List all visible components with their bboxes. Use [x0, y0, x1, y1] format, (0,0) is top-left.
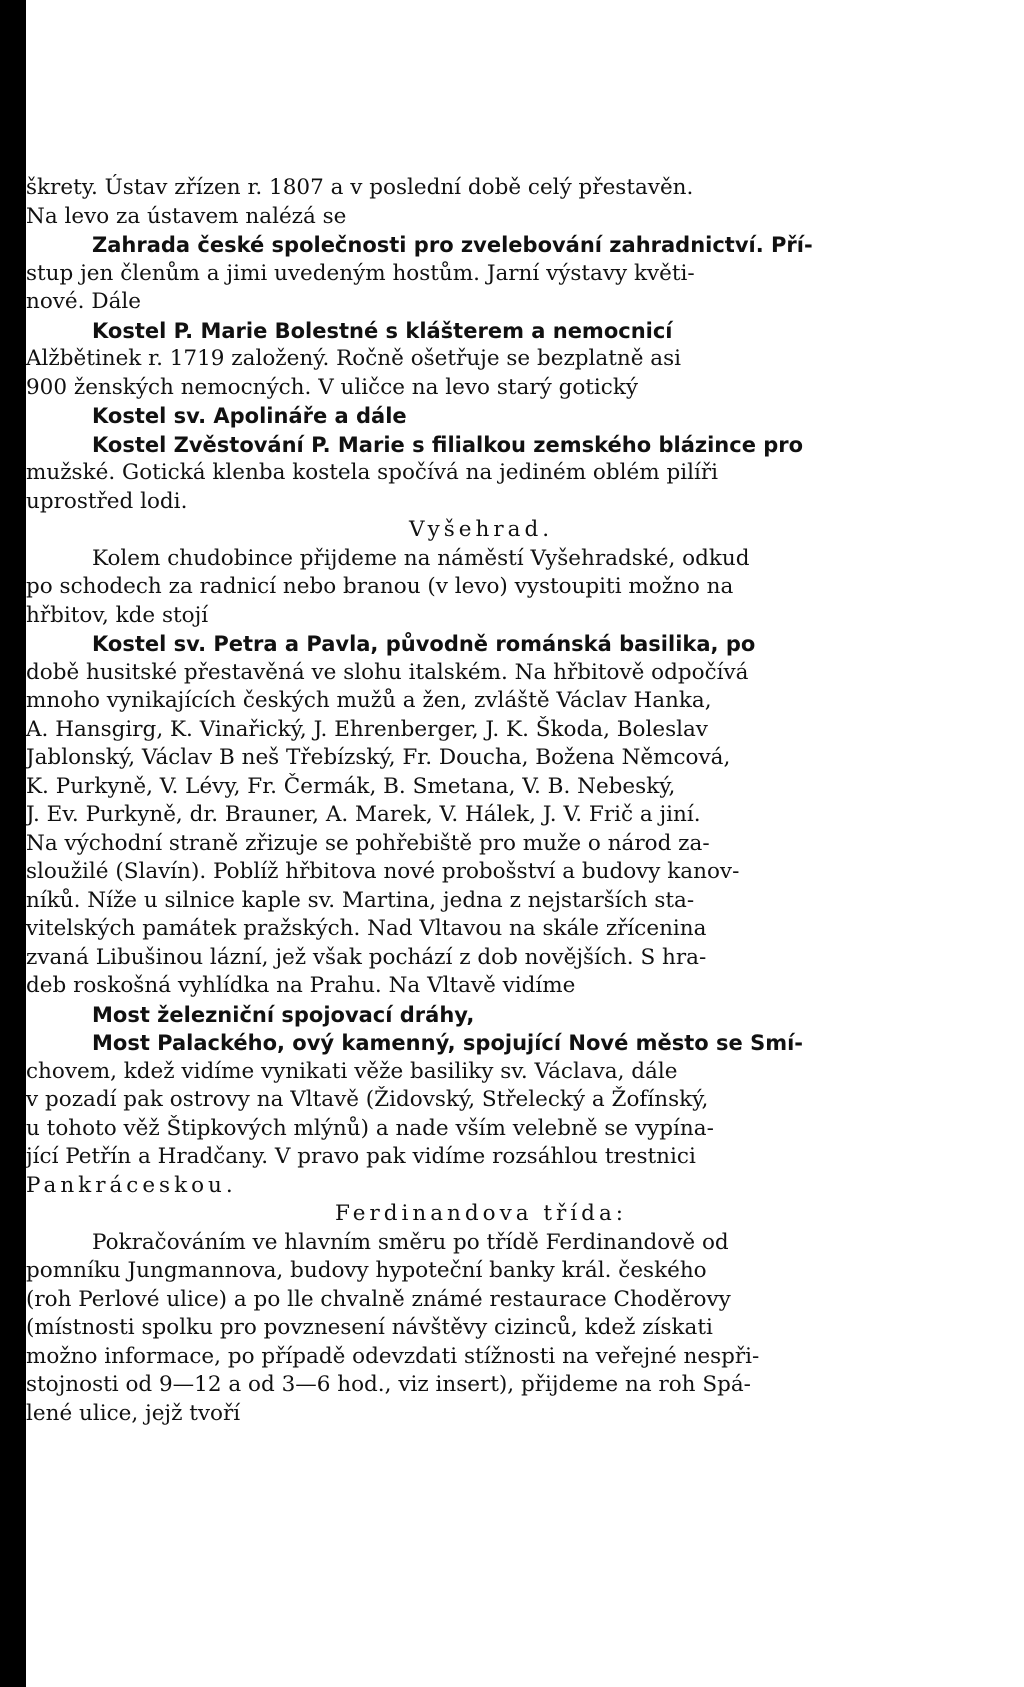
text-line: škrety. Ústav zřízen r. 1807 a v poslední době celý přestavěn. — [26, 175, 694, 200]
heading-zahrada: Zahrada české společnosti pro zvelebování zahradnictví. Pří- — [92, 233, 813, 257]
text-line: 900 ženských nemocných. V uličce na levo starý gotický — [26, 374, 639, 400]
text-line: Pokračováním ve hlavním směru po třídě Ferdinandově od — [92, 1229, 729, 1255]
text-line: v pozadí pak ostrovy na Vltavě (Židovský, Střelecký a Žofínský, — [26, 1087, 709, 1112]
heading-kostel-zvestovani: Kostel Zvěstování P. Marie s filialkou zemského blázince pro — [92, 432, 804, 457]
text-line: hřbitov, kde stojí — [26, 602, 209, 628]
heading-kostel-apolinare: Kostel sv. Apolináře a dále — [92, 404, 407, 428]
text-line: po schodech za radnicí nebo branou (v levo) vystoupiti možno na — [26, 574, 734, 599]
page-text — [26, 174, 936, 1428]
section-title-ferdinandova: Ferdinandova třída: — [334, 1201, 628, 1226]
heading-kostel-petra-pavla: Kostel sv. Petra a Pavla, původně románská basilika, po — [92, 632, 756, 656]
text-line: A. Hansgirg, K. Vinařický, J. Ehrenberger, J. K. Škoda, Boleslav — [26, 716, 708, 742]
text-line: mnoho vynikajících českých mužů a žen, zvláště Václav Hanka, — [26, 688, 712, 713]
text-line: (roh Perlové ulice) a po lle chvalně známé restaurace Choděrovy — [26, 1286, 731, 1312]
text-line: níků. Níže u silnice kaple sv. Martina, jedna z nejstarších sta- — [26, 887, 695, 913]
heading-kostel-bolestne: Kostel P. Marie Bolestné s klášterem a nemocnicí — [92, 318, 673, 343]
text-line: pomníku Jungmannova, budovy hypoteční banky král. českého — [26, 1258, 707, 1283]
text-line: Na východní straně zřizuje se pohřebiště pro muže o národ za- — [26, 830, 710, 856]
text-line: možno informace, po případě odevzdati stížnosti na veřejné nespři- — [26, 1343, 760, 1369]
section-title-vysehrad: Vyšehrad. — [408, 517, 554, 542]
text-line: uprostřed lodi. — [26, 488, 188, 514]
text-line: mužské. Gotická klenba kostela spočívá na jediném oblém pilíři — [26, 460, 719, 485]
heading-most-palackeho: Most Palackého, ový kamenný, spojující Nové město se Smí- — [92, 1031, 804, 1055]
text-line: (místnosti spolku pro povznesení návštěvy cizinců, kdež získati — [26, 1315, 713, 1340]
text-line: Na levo za ústavem nalézá se — [26, 203, 347, 229]
text-line: u tohoto věž Štipkových mlýnů) a nade vším velebně se vypína- — [26, 1115, 714, 1141]
text-line: K. Purkyně, V. Lévy, Fr. Čermák, B. Smetana, V. B. Nebeský, — [26, 773, 676, 799]
text-line: lené ulice, jejž tvoří — [26, 1400, 241, 1426]
text-line: chovem, kdež vidíme vynikati věže basiliky sv. Václava, dále — [26, 1058, 678, 1084]
heading-most-zeleznicni: Most železniční spojovací dráhy, — [92, 1002, 475, 1027]
text-line: Jablonský, Václav B neš Třebízský, Fr. Doucha, Božena Němcová, — [26, 745, 731, 770]
text-line: Alžbětinek r. 1719 založený. Ročně ošetřuje se bezplatně asi — [26, 346, 682, 371]
book-page — [26, 0, 1024, 1687]
text-line: deb roskošná vyhlídka na Prahu. Na Vltavě vidíme — [26, 973, 576, 998]
text-line: době husitské přestavěná ve slohu italském. Na hřbitově odpočívá — [26, 659, 749, 685]
text-line: stup jen členům a jimi uvedeným hostům. Jarní výstavy květi- — [26, 260, 695, 286]
text-line: jící Petřín a Hradčany. V pravo pak vidíme rozsáhlou trestnici — [26, 1144, 696, 1169]
text-line: stojnosti od 9—12 a od 3—6 hod., viz insert), přijdeme na roh Spá- — [26, 1372, 751, 1397]
text-line: nové. Dále — [26, 289, 141, 314]
text-line: vitelských památek pražských. Nad Vltavou na skále zřícenina — [26, 916, 707, 941]
text-line: Kolem chudobince přijdeme na náměstí Vyšehradské, odkud — [92, 545, 750, 571]
text-line: zvaná Libušinou lázní, jež však pochází z dob novějších. S hra- — [26, 944, 707, 970]
text-line: Pankráceskou. — [26, 1172, 237, 1198]
text-line: J. Ev. Purkyně, dr. Brauner, A. Marek, V. Hálek, J. V. Frič a jiní. — [26, 802, 701, 827]
text-line: sloužilé (Slavín). Poblíž hřbitova nové probošství a budovy kanov- — [26, 859, 740, 884]
